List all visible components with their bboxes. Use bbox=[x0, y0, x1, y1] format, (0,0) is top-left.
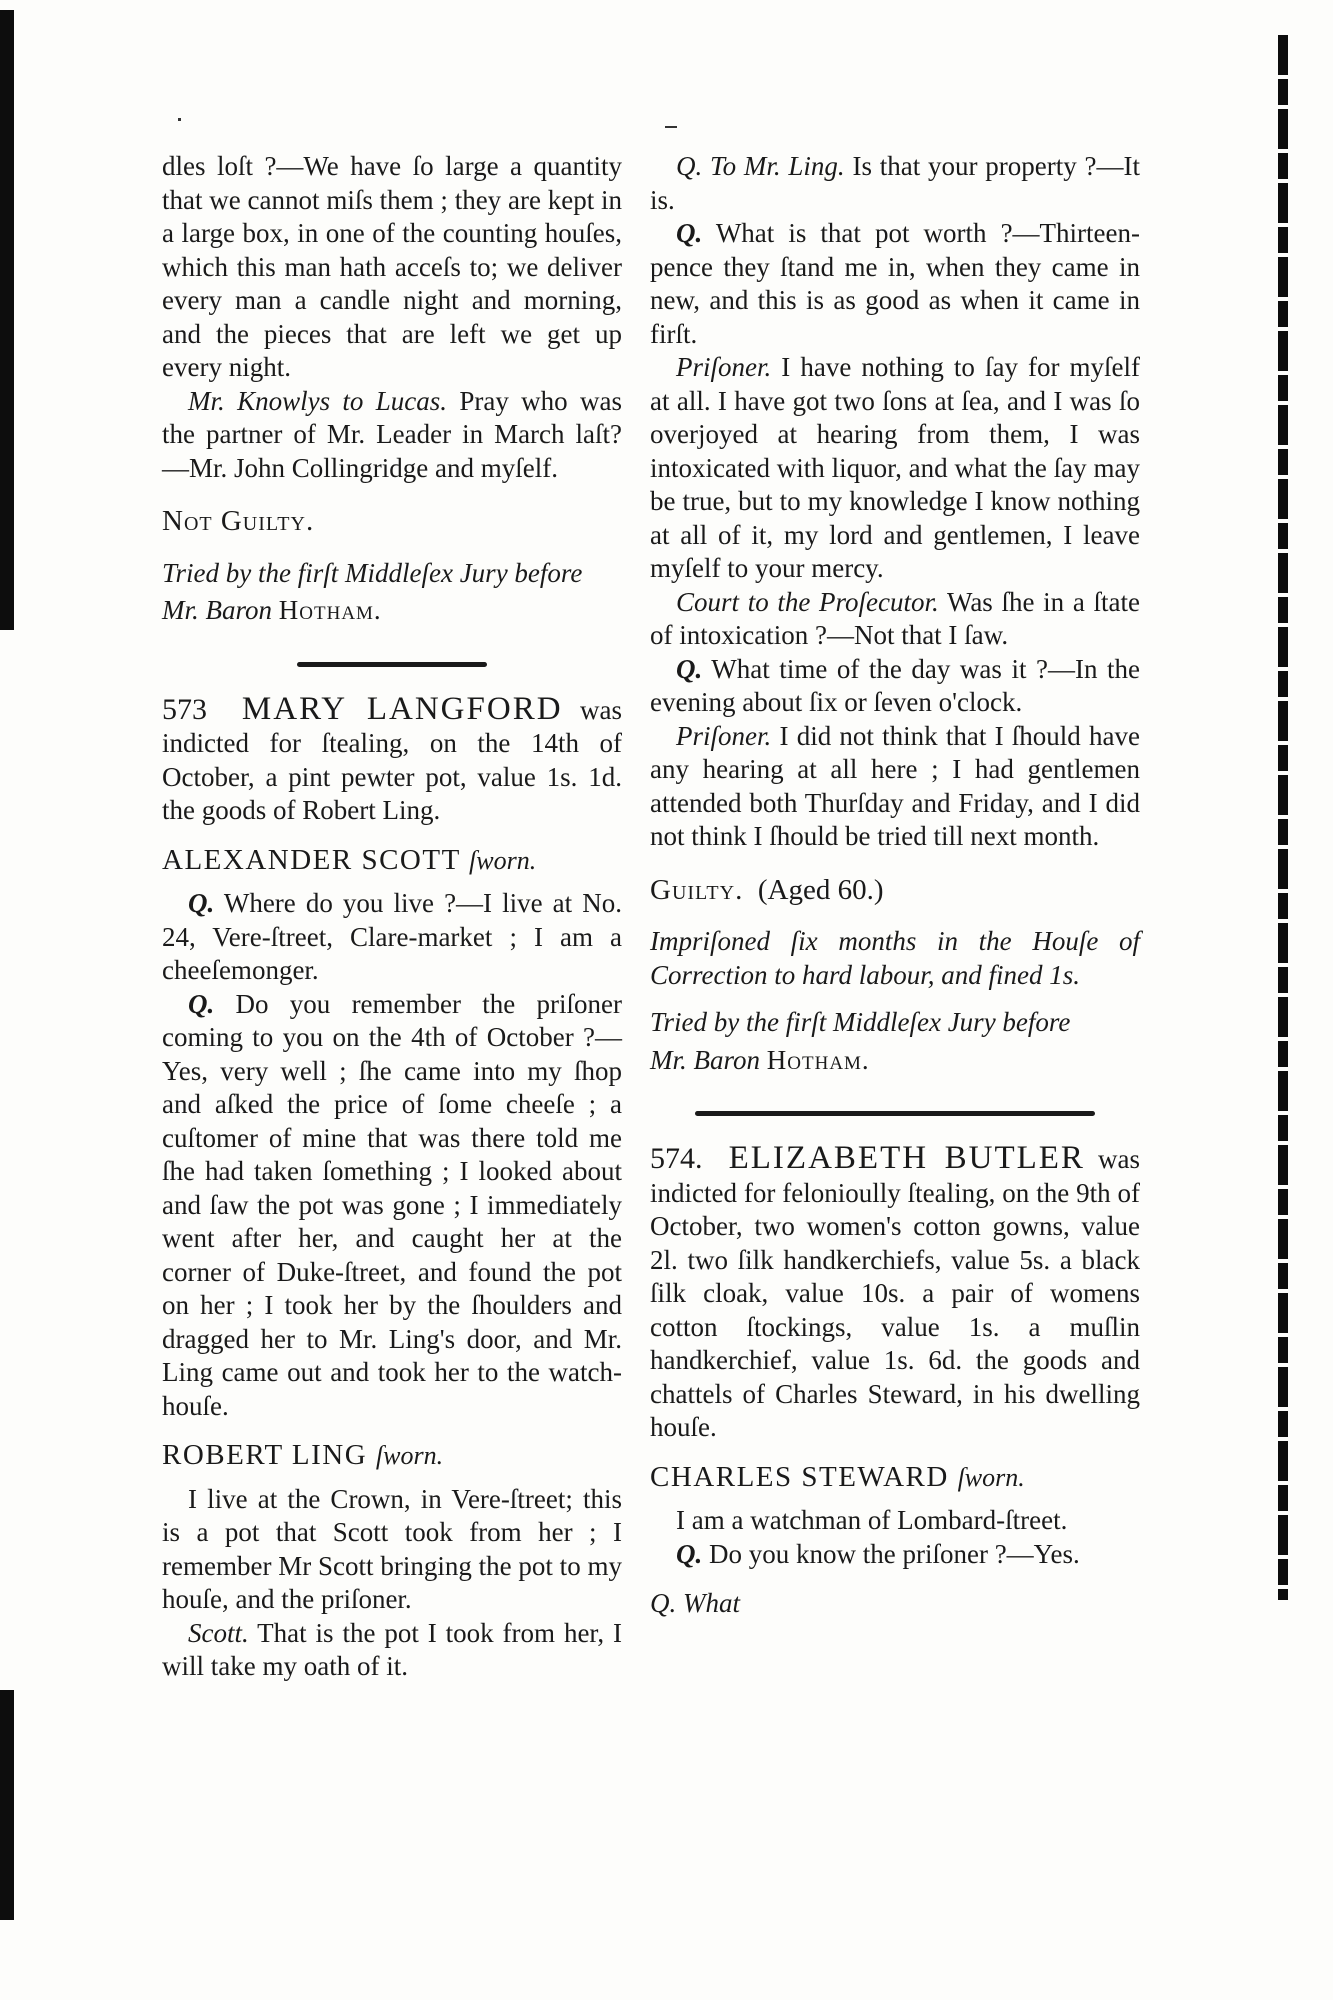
scan-speck bbox=[178, 118, 181, 121]
section-divider bbox=[695, 1111, 1095, 1116]
judge-title: Mr. Baron bbox=[650, 1044, 761, 1075]
witness-name: CHARLES STEWARD bbox=[650, 1460, 949, 1493]
judge-title: Mr. Baron bbox=[162, 595, 273, 625]
testimony-text: Was ſhe in a ſtate of intoxication ?—Not that I ſaw. bbox=[650, 586, 1140, 650]
case-number: 574. bbox=[650, 1142, 703, 1175]
testimony-text: I live at the Crown, in Vere-ſtreet; this is a pot that Scott took from her ; I remember Mr Scott bringing the pot to my houſe, and the priſoner. bbox=[162, 1483, 622, 1614]
sworn-label: ſworn. bbox=[375, 1441, 444, 1470]
paragraph-counsel-question bbox=[162, 385, 622, 486]
testimony-question bbox=[650, 217, 1140, 351]
tried-line: Tried by the firſt Middleſex Jury before bbox=[162, 557, 583, 588]
witness-heading bbox=[650, 1461, 1140, 1495]
sworn-label: ſworn. bbox=[957, 1462, 1025, 1492]
witness-name: ALEXANDER SCOTT bbox=[162, 843, 461, 876]
speaker-label: Priſoner. bbox=[676, 352, 772, 382]
testimony-text: What time of the day was it ?—In the evening about ſix or ſeven o'clock. bbox=[650, 653, 1140, 717]
case-number: 573 bbox=[162, 692, 207, 726]
court-question bbox=[650, 586, 1140, 653]
indictment-text: was indicted for ſtealing, on the 14th of October, a pint pewter pot, value 1s. 1d. the goods of Robert Ling. bbox=[162, 694, 622, 825]
defendant-name: ELIZABETH BUTLER bbox=[728, 1140, 1085, 1176]
judge-line bbox=[650, 1044, 1140, 1078]
sworn-label: ſworn. bbox=[469, 845, 537, 875]
prisoner-age: (Aged 60.) bbox=[757, 873, 884, 906]
question-mark: Q. bbox=[676, 653, 703, 684]
verdict: Not Guilty. bbox=[162, 505, 315, 537]
testimony-text: I am a watchman of Lombard-ſtreet. bbox=[676, 1505, 1068, 1535]
scan-edge-left-bottom bbox=[0, 1690, 14, 1920]
witness-heading bbox=[162, 844, 622, 878]
question-mark: Q. bbox=[188, 988, 215, 1019]
paragraph-text: Pray who was the partner of Mr. Leader in March laſt? —Mr. John Collingridge and myſelf. bbox=[162, 385, 623, 483]
judge-name: Hotham. bbox=[766, 1044, 870, 1075]
testimony-text: That is the pot I took from her, I will take my oath of it. bbox=[162, 1617, 622, 1681]
testimony-question bbox=[650, 1538, 1140, 1572]
testimony-question bbox=[162, 887, 622, 988]
question-mark: Q. bbox=[676, 1538, 703, 1569]
testimony-text: Do you know the priſoner ?—Yes. bbox=[702, 1538, 1080, 1569]
witness-name: ROBERT LING bbox=[162, 1439, 368, 1471]
testimony-question bbox=[650, 150, 1140, 217]
paragraph-continuation: dles loſt ?—We have ſo large a quantity that we cannot miſs them ; they are kept in a large box, in one of the counting houſes, which this man hath acceſs to; we deliver every man a candle night and morning, and the pieces that are left we get up every night. bbox=[162, 151, 622, 382]
scan-speck bbox=[665, 126, 677, 128]
case-heading bbox=[650, 1142, 1140, 1445]
speaker-label: Court to the Proſecutor. bbox=[676, 586, 939, 617]
speaker-label: Scott. bbox=[188, 1617, 249, 1648]
testimony-question bbox=[162, 988, 622, 1424]
verdict bbox=[650, 874, 1126, 908]
tried-line: Tried by the firſt Middleſex Jury before bbox=[650, 1007, 1071, 1037]
witness-heading bbox=[162, 1439, 622, 1473]
testimony-text: I have nothing to ſay for myſelf at all. I have got two ſons at ſea, and I was ſo overjoyed at hearing from them, I was intoxicated with liquor, and what the ſay may be true, but to my knowledge I know nothing at all of it, my lord and gentlemen, I leave myſelf to your mercy. bbox=[650, 352, 1140, 583]
judge-name: Hotham. bbox=[278, 595, 382, 625]
case-heading bbox=[162, 690, 622, 828]
testimony-question bbox=[650, 653, 1140, 720]
prisoner-statement bbox=[650, 351, 1140, 586]
right-column bbox=[650, 150, 1140, 1621]
scan-edge-left-top bbox=[0, 10, 14, 630]
sentence: Impriſoned ſix months in the Houſe of Correction to hard labour, and fined 1s. bbox=[650, 926, 1140, 990]
testimony-text: I did not think that I ſhould have any hearing at all here ; I had gentlemen attended both Thurſday and Friday, and I did not think I ſhould be tried till next month. bbox=[650, 720, 1140, 851]
speaker-label: Mr. Knowlys to Lucas. bbox=[188, 385, 448, 416]
testimony-text: Do you remember the priſoner coming to you on the 4th of October ?—Yes, very well ; ſhe came into my ſhop and aſked the price of ſome cheeſe ; a cuſtomer of mine that was there told me ſhe had taken ſomething ; I looked about and ſaw the pot was gone ; I immediately went after her, and caught her at the corner of Duke-ſtreet, and found the pot on her ; I took her by the ſhoulders and dragged her to Mr. Ling's door, and Mr. Ling came out and took her to the watch-houſe. bbox=[162, 988, 622, 1421]
verdict-word: Guilty. bbox=[650, 873, 744, 906]
testimony-text: Where do you live ?—I live at No. 24, Vere-ſtreet, Clare-market ; I am a cheeſemonger. bbox=[162, 888, 622, 985]
testimony-text: What is that pot worth ?—Thirteen-pence they ſtand me in, when they came in new, and this is as good as when it came in firſt. bbox=[650, 218, 1140, 349]
left-column bbox=[162, 150, 622, 1684]
defendant-name: MARY LANGFORD bbox=[241, 690, 563, 727]
testimony-text: Is that your property ?—It is. bbox=[650, 151, 1141, 215]
catchword: Q. What bbox=[650, 1588, 740, 1618]
section-divider bbox=[297, 662, 487, 667]
prisoner-statement bbox=[650, 720, 1140, 854]
question-mark: Q. To Mr. Ling. bbox=[676, 151, 845, 181]
speaker-label: Priſoner. bbox=[676, 720, 772, 751]
question-mark: Q. bbox=[188, 888, 215, 918]
question-mark: Q. bbox=[676, 218, 703, 248]
testimony-statement bbox=[162, 1617, 622, 1684]
indictment-text: was indicted for felonioully ſtealing, on the 9th of October, two women's cotton gowns, value 2l. two ſilk handkerchiefs, value 5s. a black ſilk cloak, value 10s. a pair of womens cotton ſtockings, value 1s. a muſlin handkerchief, value 1s. 6d. the goods and chattels of Charles Steward, in his dwelling houſe. bbox=[650, 1144, 1140, 1442]
judge-line bbox=[162, 594, 622, 628]
scan-edge-right bbox=[1278, 35, 1288, 1600]
